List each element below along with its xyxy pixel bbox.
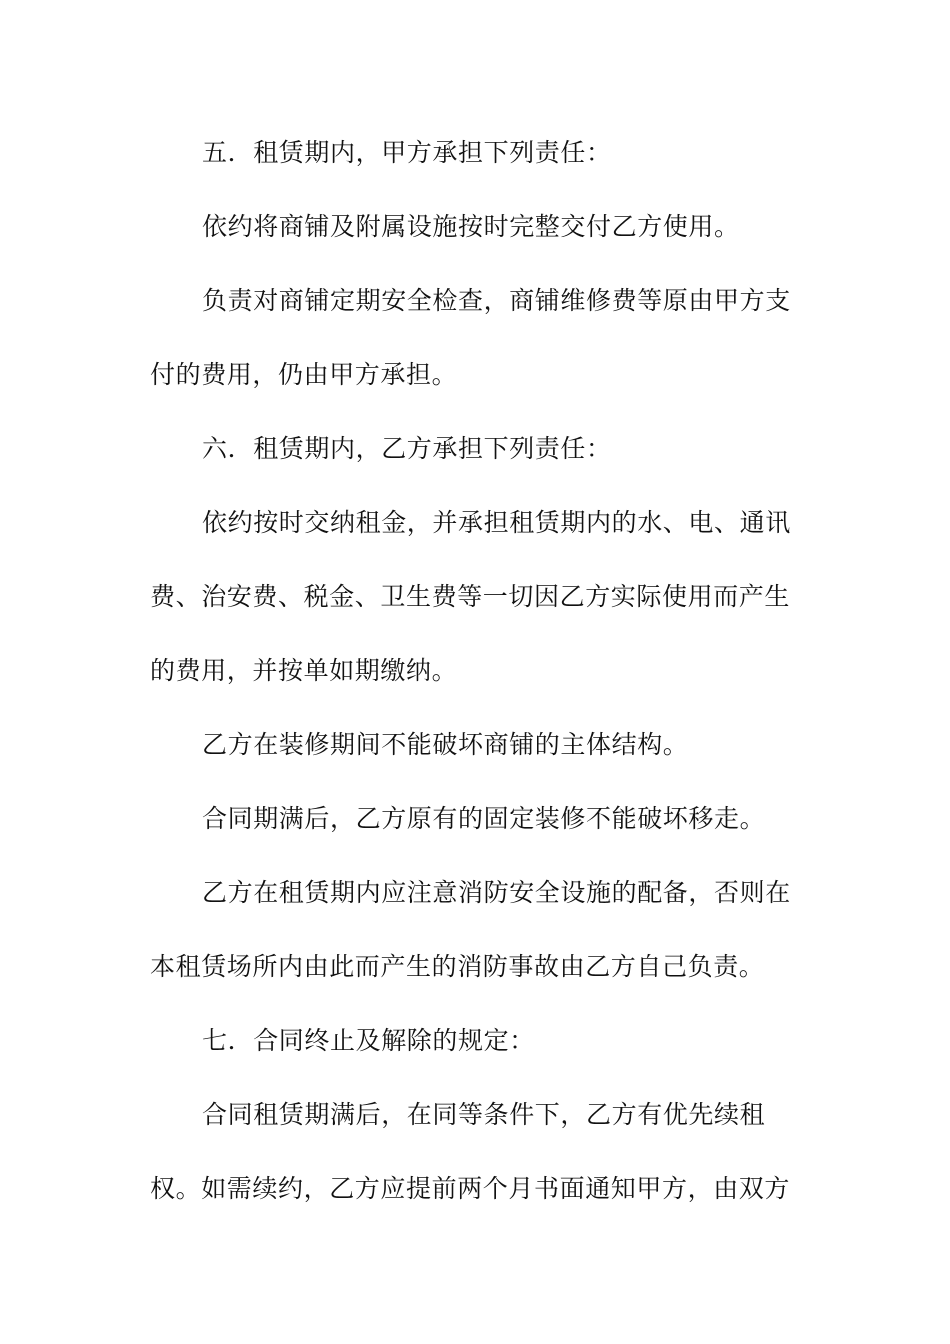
paragraph-line: 付的费用，仍由甲方承担。 xyxy=(150,360,458,389)
paragraph-line: 的费用，并按单如期缴纳。 xyxy=(150,656,458,685)
paragraph-line: 乙方在租赁期内应注意消防安全设施的配备，否则在 xyxy=(202,878,791,907)
paragraph-line: 负责对商铺定期安全检查，商铺维修费等原由甲方支 xyxy=(202,286,791,315)
paragraph-line: 合同期满后，乙方原有的固定装修不能破坏移走。 xyxy=(202,804,766,833)
section-six-heading: 六．租赁期内，乙方承担下列责任： xyxy=(202,434,612,463)
section-five-heading: 五．租赁期内，甲方承担下列责任： xyxy=(202,138,612,167)
paragraph-line: 本租赁场所内由此而产生的消防事故由乙方自己负责。 xyxy=(150,952,765,981)
paragraph-line: 依约按时交纳租金，并承担租赁期内的水、电、通讯 xyxy=(202,508,791,537)
paragraph-line: 乙方在装修期间不能破坏商铺的主体结构。 xyxy=(202,730,689,759)
paragraph-line: 权。如需续约，乙方应提前两个月书面通知甲方，由双方 xyxy=(150,1174,791,1203)
paragraph-line: 依约将商铺及附属设施按时完整交付乙方使用。 xyxy=(202,212,740,241)
section-seven-heading: 七．合同终止及解除的规定： xyxy=(202,1026,535,1055)
paragraph-line: 费、治安费、税金、卫生费等一切因乙方实际使用而产生 xyxy=(150,582,791,611)
paragraph-line: 合同租赁期满后，在同等条件下，乙方有优先续租 xyxy=(202,1100,766,1129)
